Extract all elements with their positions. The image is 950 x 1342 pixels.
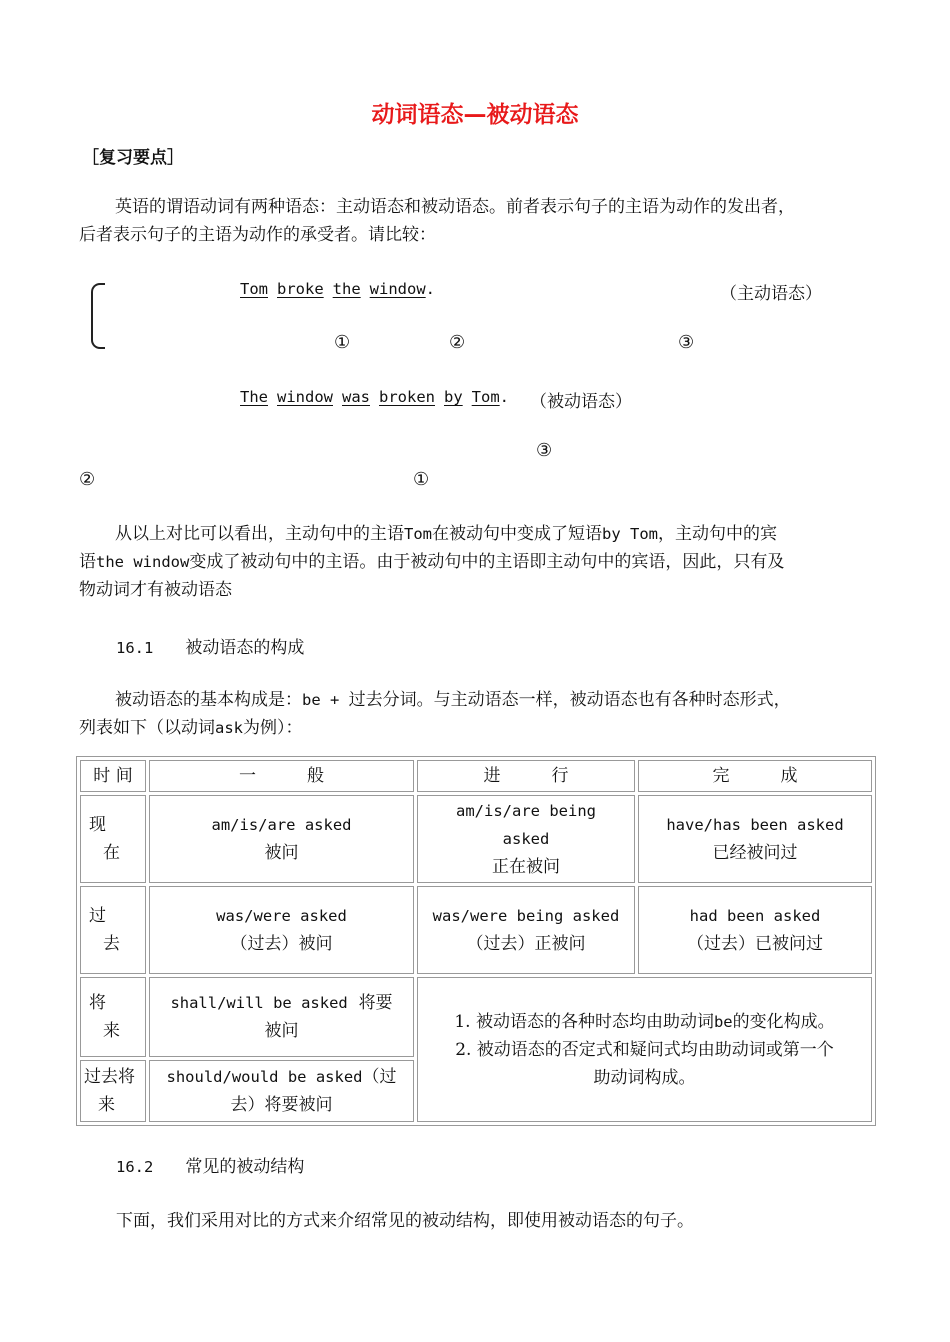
- header-perfect: 完 成: [638, 760, 872, 792]
- passive-marker-1: ①: [413, 469, 430, 490]
- passive-agent: by Tom: [444, 388, 500, 406]
- passive-verb: was broken: [342, 388, 435, 406]
- formation-line-2: 列表如下（以动词ask为例）：: [79, 718, 303, 738]
- comparison-line-1: 从以上对比可以看出，主动句中的主语Tom在被动句中变成了短语by Tom，主动句中的宾: [115, 524, 777, 544]
- intro-paragraph: [79, 193, 874, 249]
- past-simple: was/were asked （过去）被问: [149, 886, 414, 974]
- table-header-row: [80, 760, 872, 792]
- active-verb: broke: [277, 280, 324, 298]
- past-perfect: had been asked （过去）已被问过: [638, 886, 872, 974]
- active-label: （主动语态）: [720, 284, 822, 304]
- header-progressive: 进 行: [417, 760, 635, 792]
- active-sentence: Tom broke the window.: [240, 280, 436, 298]
- future-in-past-simple: should/would be asked（过 去）将要被问: [149, 1060, 414, 1122]
- passive-sentence: The window was broken by Tom.: [240, 388, 510, 406]
- table-row: [80, 977, 872, 1057]
- formation-paragraph: [79, 686, 874, 742]
- example-brace: [91, 283, 105, 349]
- table-notes: 1. 被动语态的各种时态均由助动词be的变化构成。 2. 被动语态的否定式和疑问式均由助动词或第一个 助动词构成。: [417, 977, 872, 1122]
- passive-marker-2: ②: [79, 469, 96, 490]
- active-marker-2: ②: [449, 332, 466, 353]
- active-object: the window: [332, 280, 426, 298]
- section-16-2-heading: 16.2 常见的被动结构: [116, 1157, 305, 1177]
- active-subject: Tom: [240, 280, 268, 298]
- row-time-present: 现 在: [80, 795, 146, 883]
- past-progressive: was/were being asked （过去）正被问: [417, 886, 635, 974]
- closing-paragraph: 下面，我们采用对比的方式来介绍常见的被动结构，即使用被动语态的句子。: [116, 1211, 694, 1231]
- section-heading: ［复习要点］: [82, 148, 184, 168]
- comparison-paragraph: [79, 520, 874, 604]
- present-simple: am/is/are asked 被问: [149, 795, 414, 883]
- header-time: 时 间: [80, 760, 146, 792]
- present-progressive: am/is/are being asked 正在被问: [417, 795, 635, 883]
- formation-line-1: 被动语态的基本构成是：be + 过去分词。与主动语态一样，被动语态也有各种时态形式，: [115, 690, 791, 710]
- present-perfect: have/has been asked 已经被问过: [638, 795, 872, 883]
- header-simple: 一 般: [149, 760, 414, 792]
- intro-line-1: 英语的谓语动词有两种语态：主动语态和被动语态。前者表示句子的主语为动作的发出者，: [115, 197, 795, 217]
- active-marker-3: ③: [678, 332, 695, 353]
- future-simple: shall/will be asked 将要 被问: [149, 977, 414, 1057]
- table-row: [80, 795, 872, 883]
- table-row: [80, 886, 872, 974]
- comparison-line-2: 语the window变成了被动句中的主语。由于被动句中的主语即主动句中的宾语，因此，只有及: [79, 552, 785, 572]
- active-marker-1: ①: [334, 332, 351, 353]
- row-time-future: 将 来: [80, 977, 146, 1057]
- row-time-future-in-past: 过去将 来: [80, 1060, 146, 1122]
- comparison-line-3: 物动词才有被动语态: [79, 580, 232, 600]
- intro-line-2: 后者表示句子的主语为动作的承受者。请比较：: [79, 225, 436, 245]
- passive-marker-3: ③: [536, 440, 553, 461]
- passive-label: （被动语态）: [530, 392, 632, 412]
- passive-subject: The window: [240, 388, 333, 406]
- section-16-1-heading: 16.1 被动语态的构成: [116, 638, 305, 658]
- tense-table: [76, 756, 876, 1126]
- row-time-past: 过 去: [80, 886, 146, 974]
- page-title: 动词语态—被动语态: [371, 102, 579, 128]
